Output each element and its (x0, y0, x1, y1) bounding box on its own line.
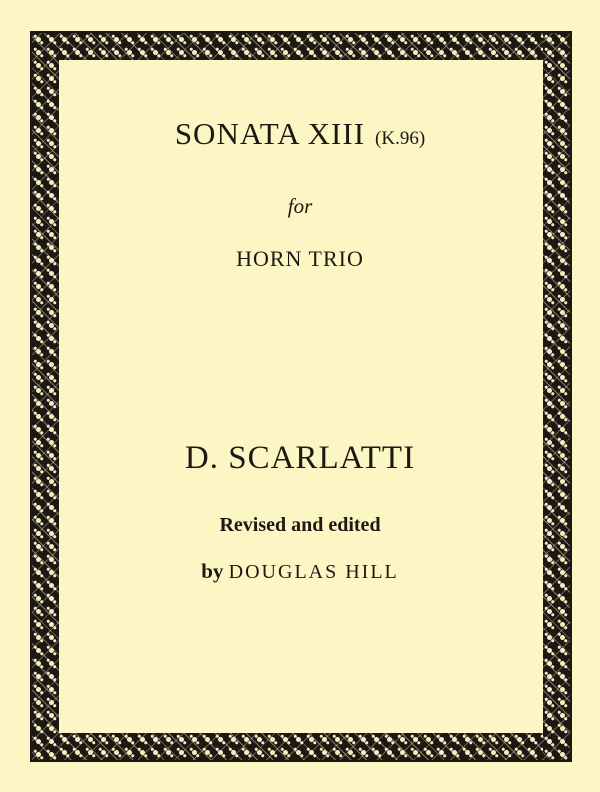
editor-name: DOUGLAS HILL (228, 561, 399, 583)
composer-name: D. SCARLATTI (184, 440, 416, 476)
instrumentation: HORN TRIO (236, 246, 364, 271)
editor-credit (0, 559, 600, 584)
cover-panel (59, 60, 543, 733)
title-text: SONATA XIII (174, 116, 366, 151)
catalog-number: (K.96) (375, 128, 426, 149)
border-bottom-ornament (32, 733, 570, 760)
for-label: for (287, 194, 313, 218)
revised-edited-line: Revised and edited (219, 514, 381, 536)
work-title (0, 116, 600, 152)
by-label: by (201, 559, 224, 583)
border-top-ornament (32, 33, 570, 60)
